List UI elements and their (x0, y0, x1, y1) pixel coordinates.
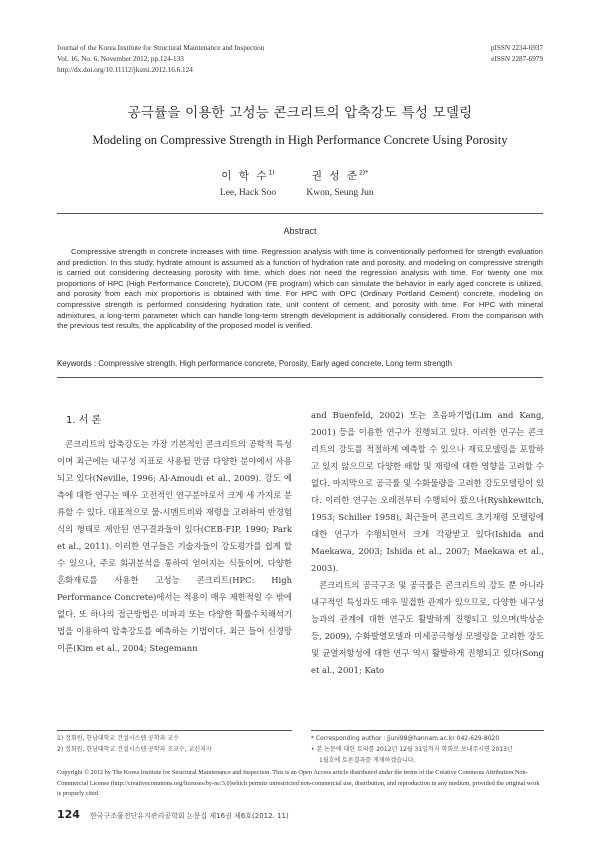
doi-link[interactable]: http://dx.doi.org/10.11112/jksmi.2012.16.6.124 (57, 66, 193, 74)
journal-header (57, 43, 264, 76)
author-2-name-ko: 권 성 준$^{2)*}$ (311, 169, 369, 182)
copyright-notice: Copyright © 2012 by The Korea Institute for Structural Maintenance and Inspection. This is an Open Access article distributed under the terms of the Creative Commons Attribution Non-Commercial License (http://creativecommons.org/licenses/by-nc/3.0)which permits unrestricted non-commercial use, distribution, and reproduction in any medium, provided the original work is properly cited. (57, 769, 540, 797)
body-left-column (57, 436, 292, 657)
author-1 (203, 166, 293, 198)
pissn: pISSN 2234-6937 (490, 44, 543, 52)
right-paragraph-2: 콘크리트의 공극구조 및 공극률은 콘크리트의 강도 뿐 아니라 내구적인 특성과도 매우 밀접한 관계가 있으므로, 다양한 내구성능과의 관계에 대한 연구도 활발하게 진행되고 있으며(박상순 등, 2009), 수화발열모델과 미세공극형성 모델링을 고려한 강도 및 균열저항성에 대한 연구 역시 활발하게 진행되고 있다(Song et al., 2001; Kato (311, 580, 544, 675)
right-paragraph-1: and Buenfeld, 2002) 또는 초음파기법(Lim and Kang, 2001) 등을 이용한 연구가 진행되고 있다. 이러한 연구는 콘크리트의 강도를 적절하게 예측할 수 있으나 재료모델링을 포함하고 있지 않으므로 다양한 배합 및 재령에 대한 영향을 고려할 수 없다. 마지막으로 공극률 및 수화물량을 고려한 강도모델링이 있다. 이러한 연구는 오래전부터 수행되어 왔으나(Ryshkewitch, 1953; Schiller 1958), 최근들어 콘크리트 초기재령 모델링에 대한 연구가 수행되면서 크게 각광받고 있다(Ishida and Maekawa, 2003; Ishida et al., 2007; Maekawa et al., 2003). (311, 410, 544, 573)
title-english: Modeling on Compressive Strength in High Performance Concrete Using Porosity (92, 133, 508, 147)
journal-footer: 한국구조물진단유지관리공학회 논문집 제16권 제6호(2012. 11) (90, 812, 289, 820)
abstract-heading: Abstract (283, 226, 317, 236)
eissn: eISSN 2287-6979 (491, 55, 543, 63)
footnote-rule-right (311, 730, 544, 731)
author-1-name-ko: 이 학 수$^{1)}$ (221, 169, 275, 182)
body-right-column (311, 407, 544, 679)
section-1-title: 1. 서 론 (66, 415, 102, 426)
journal-volume: Vol. 16, No. 6, November 2012, pp.124-133 (57, 55, 184, 63)
footnote-2: 2) 정회원, 한남대학교 건설시스템 공학과 조교수, 교신저자 (57, 746, 212, 753)
issn-block (491, 43, 543, 65)
author-2-name-en: Kwon, Seung Jun (306, 188, 374, 198)
keywords-text: Compressive strength, High performance concrete, Porosity, Early aged concrete, Long term strength (98, 359, 453, 368)
footnotes-left (57, 733, 212, 755)
title-korean: 공극률을 이용한 고성능 콘크리트의 압축강도 특성 모델링 (127, 105, 473, 121)
keywords (57, 359, 543, 368)
abstract-text: Compressive strength in concrete increases with time. Regression analysis with time is conventionally performed for strength evaluation and prediction. In this study, hydrate amount is assumed as a function of hydration rate and porosity, and modeling on compressive strength is carried out considering decreasing porosity with time, which does not need the regression analysis with time. For twenty one mix proportions of HPC (High Performance Concrete), DUCOM (FE program) which can simulate the behavior in early aged concrete is utilized, and porosity from each mix proportions is obtained with time. For HPC with OPC (Ordinary Portland Cement) concrete, modeling on compressive strength is performed considering hydration rate, unit content of cement, and porosity with time. For HPC with mineral admixtures, a long-term parameter which can handle long-term strength development is additionally considered. From the comparison with the previous test results, the applicability of the proposed model is verified. (57, 247, 543, 331)
keywords-label: Keywords : (57, 359, 97, 368)
corresponding-author: * Corresponding author : jjuni98@hannam.ac.kr 042-629-8020 (311, 735, 500, 742)
footnotes-right (311, 733, 513, 766)
journal-name: Journal of the Korea Institute for Structural Maintenance and Inspection (57, 44, 265, 52)
discussion-note-2: 1월호에 토론결과를 게재하겠습니다. (319, 757, 416, 764)
footnote-rule-left (57, 730, 292, 731)
footnote-1: 1) 정회원, 한남대학교 건설시스템 공학과 교수 (57, 735, 179, 742)
author-1-name-en: Lee, Hack Soo (219, 188, 277, 198)
abstract-bottom-rule (57, 377, 543, 378)
author-2 (295, 166, 385, 198)
left-paragraph: 콘크리트의 압축강도는 가장 기본적인 콘크리트의 공학적 특성이며 최근에는 내구성 지표로 사용될 만큼 다양한 분야에서 사용되고 있다(Neville, 1996; Al-Amoudi et al., 2009). 강도 예측에 대한 연구는 매우 고전적인 연구분야로서 크게 세 가지로 분류할 수 있다. 대표적으로 물-시멘트비와 재령을 고려하여 반경험식의 형태로 제안된 연구결과들이 있다(CEB-FIP, 1990; Park et al., 2011). 이러한 연구들은 기술자들이 강도평가를 쉽게 할 수 있으나, 주로 회귀분석을 통하여 얻어지는 식들이며, 다양한 혼화재료를 사용한 고성능 콘크리트(HPC: High Performance Concrete)에서는 적용이 매우 제한적일 수 밖에 없다. 또 하나의 접근방법은 비파괴 또는 다양한 확률수치해석기법을 이용하여 압축강도를 예측하는 기법이다. 최근 들어 신경망이론(Kim et al., 2004; Stegemann (57, 439, 292, 653)
abstract-top-rule (57, 213, 543, 214)
discussion-note-1: • 본 논문에 대한 토의를 2012년 12월 31일까지 학회로 보내주시면 2013년 (311, 746, 513, 753)
page-number: 124 (57, 808, 80, 821)
